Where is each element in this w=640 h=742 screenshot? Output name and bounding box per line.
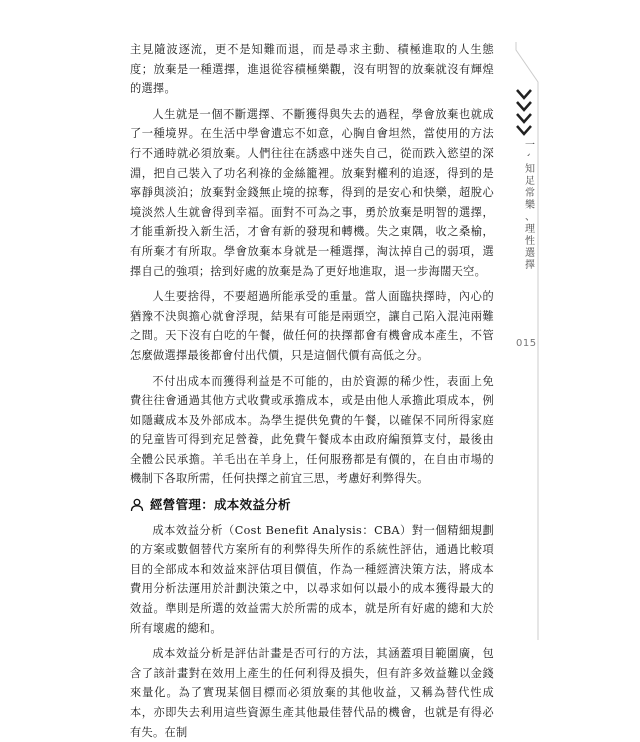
side-title-char: 理	[525, 224, 535, 235]
paragraph-2: 人生就是一個不斷選擇、不斷獲得與失去的過程，學會放棄也就成了一種境界。在生活中學會遺忘不如意，心胸自會坦然，當使用的方法行不通時就必須放棄。人們往往在誘惑中迷失自己，從而跌入慾望的深淵，把自己裝入了功名利祿的金絲籠裡。放棄對權利的追逐，得到的是寧靜與淡泊；放棄對金錢無止境的掠奪，得到的是安心和快樂，超脫心境淡然人生就會得到幸福。面對不可為之事，勇於放棄是明智的選擇，才能重新投入新生活，才會有新的發現和轉機。失之東隅，收之桑榆，有所棄才有所取。學會放棄本身就是一種選擇，淘汰掉自己的弱項，選擇自己的強項；捨到好處的放棄是為了更好地進取，退一步海闊天空。	[130, 107, 494, 278]
chapter-ornament	[515, 88, 533, 136]
person-outline-icon	[130, 498, 144, 512]
side-title-char: 選	[525, 248, 535, 259]
side-title-char: 常	[525, 188, 535, 199]
side-title-char: 足	[525, 176, 535, 187]
side-title-char: 、	[525, 153, 536, 163]
paragraph-1: 主見隨波逐流，更不是知難而退，而是尋求主動、積極進取的人生態度；放棄是一種選擇，進退從容積極樂觀，沒有明智的放棄就沒有輝煌的選擇。	[130, 43, 494, 96]
chapter-side-title	[522, 140, 538, 272]
body-text	[130, 40, 494, 742]
page-number: 015	[516, 338, 537, 349]
side-title-char: 擇	[525, 260, 535, 271]
side-title-char: 性	[525, 236, 535, 247]
paragraph-3: 人生要捨得，不要超過所能承受的重量。當人面臨抉擇時，內心的猶豫不決與擔心就會浮現，結果有可能是兩頭空，讓自己陷入混沌兩難之間。天下沒有白吃的午餐，做任何的抉擇都會有機會成本產生，不管怎麼做選擇最後都會付出代價，只是這個代價有高低之分。	[130, 290, 494, 362]
section-heading	[130, 495, 494, 515]
section-paragraph-2: 成本效益分析是評估計畫是否可行的方法，其涵蓋項目範圍廣，包含了該計畫對在效用上產生的任何利得及損失，但有許多效益難以金錢來量化。為了實現某個目標而必須放棄的其他收益，又稱為替代性成本，亦即失去利用這些資源生產其他最佳替代品的機會，也就是有得必有失。在制	[130, 647, 494, 739]
side-title-char: 一	[525, 140, 535, 151]
side-title-char: 、	[525, 212, 535, 223]
side-title-char: 知	[525, 164, 535, 175]
section-paragraph-1: 成本效益分析（Cost Benefit Analysis：CBA）對一個精細規劃的方案或數個替代方案所有的利弊得失所作的系統性評估，通過比較項目的全部成本和效益來評估項目價值，作為一種經濟決策方法，將成本費用分析法運用於計劃決策之中，以尋求如何以最小的成本獲得最大的效益。準則是所選的效益需大於所需的成本，就是所有好處的總和大於所有壞處的總和。	[130, 523, 494, 635]
paragraph-4: 不付出成本而獲得利益是不可能的，由於資源的稀少性，表面上免費往往會通過其他方式收費或承擔成本，或是由他人承擔此項成本，例如隱藏成本及外部成本。為學生提供免費的午餐，以確保不同所得家庭的兒童皆可得到充足營養，此免費午餐成本由政府編預算支付，最後由全體公民承擔。羊毛出在羊身上，任何服務都是有價的，在自由市場的機制下各取所需，任何抉擇之前宜三思，考慮好利弊得失。	[130, 374, 494, 486]
section-heading-text: 經營管理：成本效益分析	[150, 497, 291, 513]
side-title-char: 樂	[525, 200, 535, 211]
